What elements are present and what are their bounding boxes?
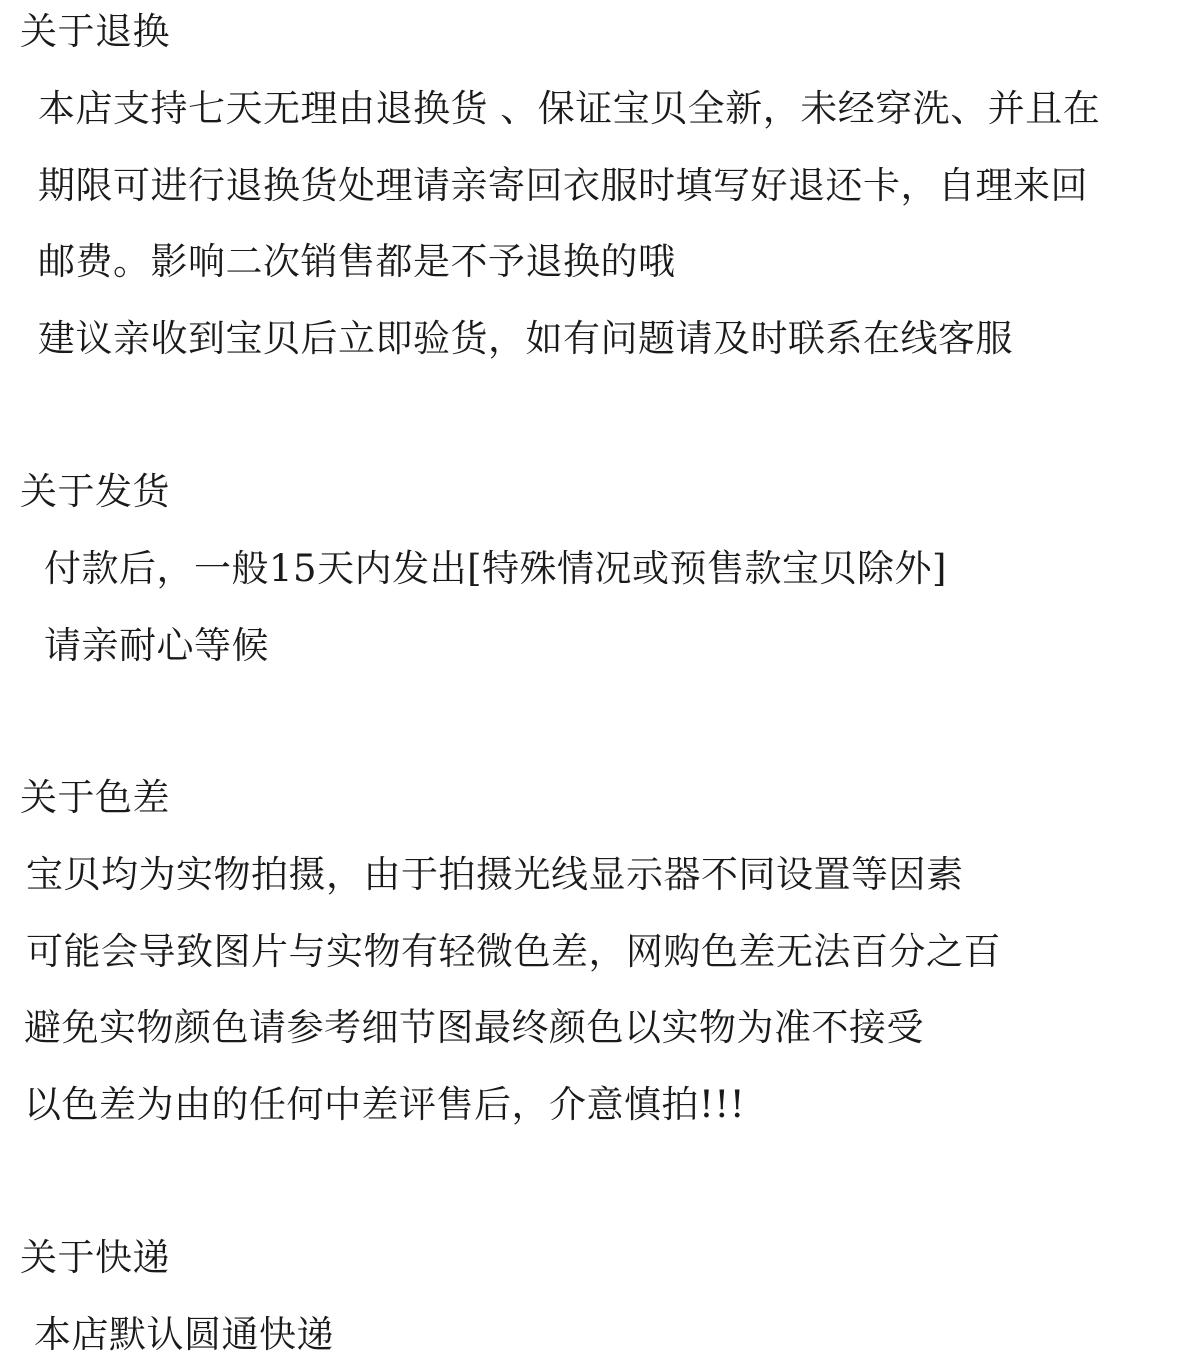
shipping-line-2: 请亲耐心等候 <box>44 624 269 667</box>
courier-heading: 关于快递 <box>20 1236 170 1279</box>
returns-line-3: 邮费。影响二次销售都是不予退换的哦 <box>38 240 676 283</box>
color-heading: 关于色差 <box>20 776 170 819</box>
color-line-2: 可能会导致图片与实物有轻微色差，网购色差无法百分之百 <box>26 930 1001 973</box>
color-line-3: 避免实物颜色请参考细节图最终颜色以实物为准不接受 <box>24 1006 924 1049</box>
returns-line-2: 期限可进行退换货处理请亲寄回衣服时填写好退还卡，自理来回 <box>38 164 1088 207</box>
color-line-1: 宝贝均为实物拍摄，由于拍摄光线显示器不同设置等因素 <box>26 853 964 896</box>
returns-line-1: 本店支持七天无理由退换货 、保证宝贝全新，未经穿洗、并且在 <box>38 87 1101 130</box>
color-line-4: 以色差为由的任何中差评售后，介意慎拍!!! <box>24 1083 746 1126</box>
returns-heading: 关于退换 <box>20 10 170 53</box>
shipping-heading: 关于发货 <box>20 470 170 513</box>
courier-line-1: 本店默认圆通快递 <box>34 1313 334 1356</box>
shipping-line-1: 付款后，一般15天内发出[特殊情况或预售款宝贝除外] <box>44 547 947 590</box>
returns-line-4: 建议亲收到宝贝后立即验货，如有问题请及时联系在线客服 <box>38 317 1013 360</box>
